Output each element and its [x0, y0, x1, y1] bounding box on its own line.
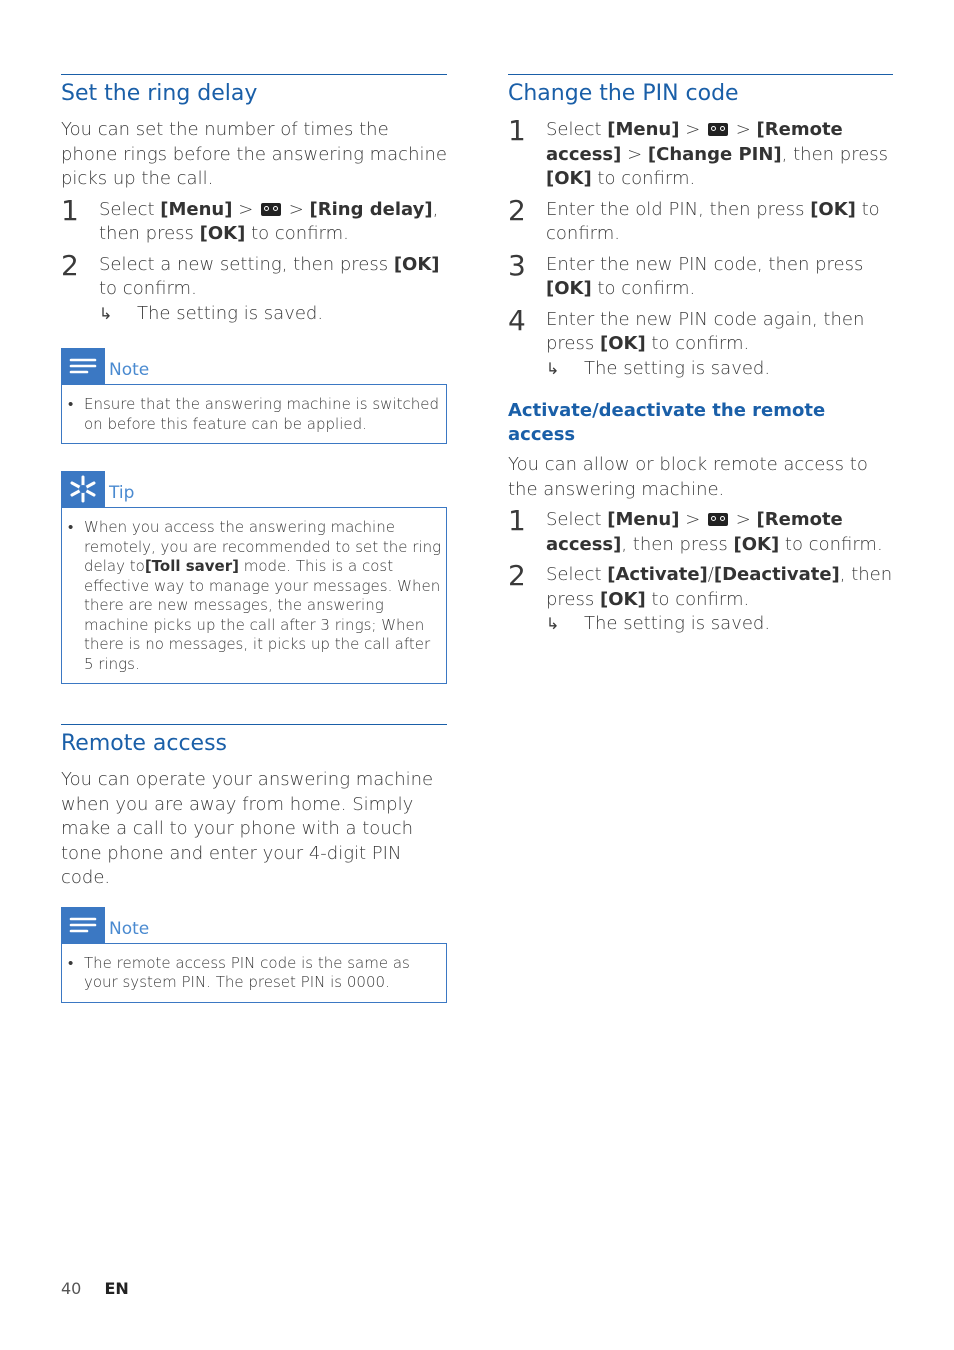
note-text: Ensure that the answering machine is switched on before this feature can be applied. [84, 395, 439, 433]
ring-delay-step-1 [61, 193, 447, 247]
text: , then press [781, 143, 889, 165]
ok-label: [OK] [599, 333, 646, 354]
step-number: 2 [508, 193, 526, 227]
voicemail-icon [708, 123, 728, 136]
result-arrow-icon: ↳ [99, 303, 113, 323]
tip-header [61, 471, 447, 507]
text: Enter the new PIN code again, then press [546, 308, 865, 354]
step-text [546, 198, 893, 247]
right-column [508, 74, 893, 637]
note-header [61, 907, 447, 943]
ring-delay-result [99, 302, 447, 327]
text: Enter the new PIN code, then press [546, 253, 864, 275]
bullet-dot: • [68, 953, 74, 972]
menu-item-label: [Remote access] [546, 509, 843, 555]
note-header [61, 348, 447, 384]
step-text [546, 118, 893, 192]
tip-label: Tip [109, 483, 135, 503]
voicemail-icon [261, 203, 281, 216]
menu-item-label: [Remote access] [546, 119, 843, 165]
section-title-remote-access: Remote access [61, 724, 447, 758]
note-label: Note [109, 360, 150, 380]
section-title-change-pin: Change the PIN code [508, 74, 893, 108]
bullet-dot: • [68, 518, 74, 536]
voicemail-icon [708, 513, 728, 526]
separator: > [730, 119, 757, 140]
pin-step-4 [508, 303, 893, 357]
ok-label: [OK] [599, 588, 646, 610]
left-column [61, 74, 447, 1003]
ok-label: [OK] [546, 278, 592, 299]
text: When you access the answering machine remotely, you are recommended to set the ring delay to [84, 518, 442, 575]
text: , then press [546, 564, 893, 610]
text: , then press [621, 533, 734, 555]
note-box [61, 348, 447, 444]
separator: > [679, 509, 706, 530]
pin-step-2 [508, 193, 893, 247]
separator: > [679, 119, 706, 140]
menu-label: [Menu] [160, 198, 233, 220]
text: Select [546, 564, 608, 585]
step-number: 1 [61, 193, 79, 227]
remote-access-intro: You can operate your answering machine when you are away from home. Simply make a call to your phone with a touch tone phone and enter your 4-digit PIN code. [61, 769, 434, 888]
result-text: The setting is saved. [137, 302, 324, 324]
text: to confirm. [99, 278, 197, 299]
tip-box [61, 471, 447, 684]
step-number: 1 [508, 504, 526, 537]
step-text [546, 308, 893, 357]
ok-label: [OK] [199, 223, 246, 244]
text: to confirm. [591, 278, 696, 299]
separator: / [707, 564, 714, 585]
section-title-ring-delay: Set the ring delay [61, 74, 447, 108]
activate-step-2 [508, 559, 893, 612]
text: Select a new setting, then press [99, 253, 394, 275]
separator: > [232, 198, 259, 220]
note-icon [61, 907, 105, 943]
bullet-dot: • [68, 395, 74, 413]
ok-label: [OK] [733, 533, 780, 555]
deactivate-label: [Deactivate] [713, 564, 840, 585]
activate-result [546, 612, 893, 637]
step-text [99, 198, 447, 247]
ring-delay-step-2 [61, 248, 447, 302]
pin-step-1 [508, 114, 893, 192]
tip-body [61, 507, 447, 684]
page-number: 40 [61, 1279, 82, 1298]
step-text [546, 253, 893, 302]
separator: > [621, 143, 648, 165]
menu-item-label: [Ring delay] [309, 198, 433, 220]
note-bullet [68, 395, 442, 434]
pin-step-3 [508, 248, 893, 302]
step-text [546, 508, 893, 557]
text: to confirm. [591, 168, 696, 189]
text: to confirm. [779, 533, 883, 555]
text: to confirm. [546, 198, 880, 244]
text: Select [546, 119, 608, 140]
toll-saver-label: [Toll saver] [144, 557, 239, 575]
step-text [99, 253, 447, 302]
result-arrow-icon: ↳ [546, 358, 560, 378]
activate-intro: You can allow or block remote access to the answering machine. [508, 454, 868, 500]
text: Select [546, 509, 608, 530]
activate-label: [Activate] [607, 564, 708, 585]
note-icon [61, 348, 105, 384]
page-footer [61, 1279, 129, 1299]
result-text: The setting is saved. [584, 357, 771, 379]
separator: > [730, 509, 757, 530]
menu-label: [Menu] [607, 119, 680, 140]
separator: > [283, 198, 310, 220]
tip-text [84, 518, 442, 674]
ring-delay-intro: You can set the number of times the phone rings before the answering machine picks up the call. [61, 119, 447, 189]
step-text [546, 563, 893, 612]
menu-item-label: [Change PIN] [647, 143, 782, 165]
subsection-title-activate: Activate/deactivate the remote access [508, 400, 826, 445]
menu-label: [Menu] [607, 509, 680, 530]
ok-label: [OK] [393, 253, 440, 275]
step-number: 3 [508, 248, 526, 282]
step-number: 4 [508, 303, 526, 337]
note-label: Note [109, 918, 150, 939]
text: to confirm. [645, 588, 750, 610]
tip-icon [61, 471, 105, 507]
text: mode. This is a cost effective way to manage your messages. When there are new messages, the answering machine picks up the call after 3 rings; When there is no messages, it picks up the call after 5 rings. [84, 557, 441, 673]
pin-result [546, 357, 893, 382]
language-code: EN [104, 1279, 129, 1298]
text: Select [99, 198, 161, 220]
text: to confirm. [645, 333, 750, 354]
note-body [61, 384, 447, 444]
note-bullet [68, 954, 442, 993]
note-box [61, 907, 447, 1003]
step-number: 1 [508, 114, 526, 147]
text: Enter the old PIN, then press [546, 198, 811, 220]
result-arrow-icon: ↳ [546, 614, 560, 633]
tip-bullet [68, 518, 442, 674]
ok-label: [OK] [546, 168, 592, 189]
text: , then press [99, 198, 439, 244]
ok-label: [OK] [810, 198, 856, 220]
step-number: 2 [61, 248, 79, 282]
step-number: 2 [508, 559, 526, 592]
activate-step-1 [508, 504, 893, 557]
text: to confirm. [245, 223, 349, 244]
note-text: The remote access PIN code is the same as your system PIN. The preset PIN is 0000. [84, 953, 410, 991]
result-text: The setting is saved. [584, 613, 771, 634]
note-body [61, 943, 447, 1003]
